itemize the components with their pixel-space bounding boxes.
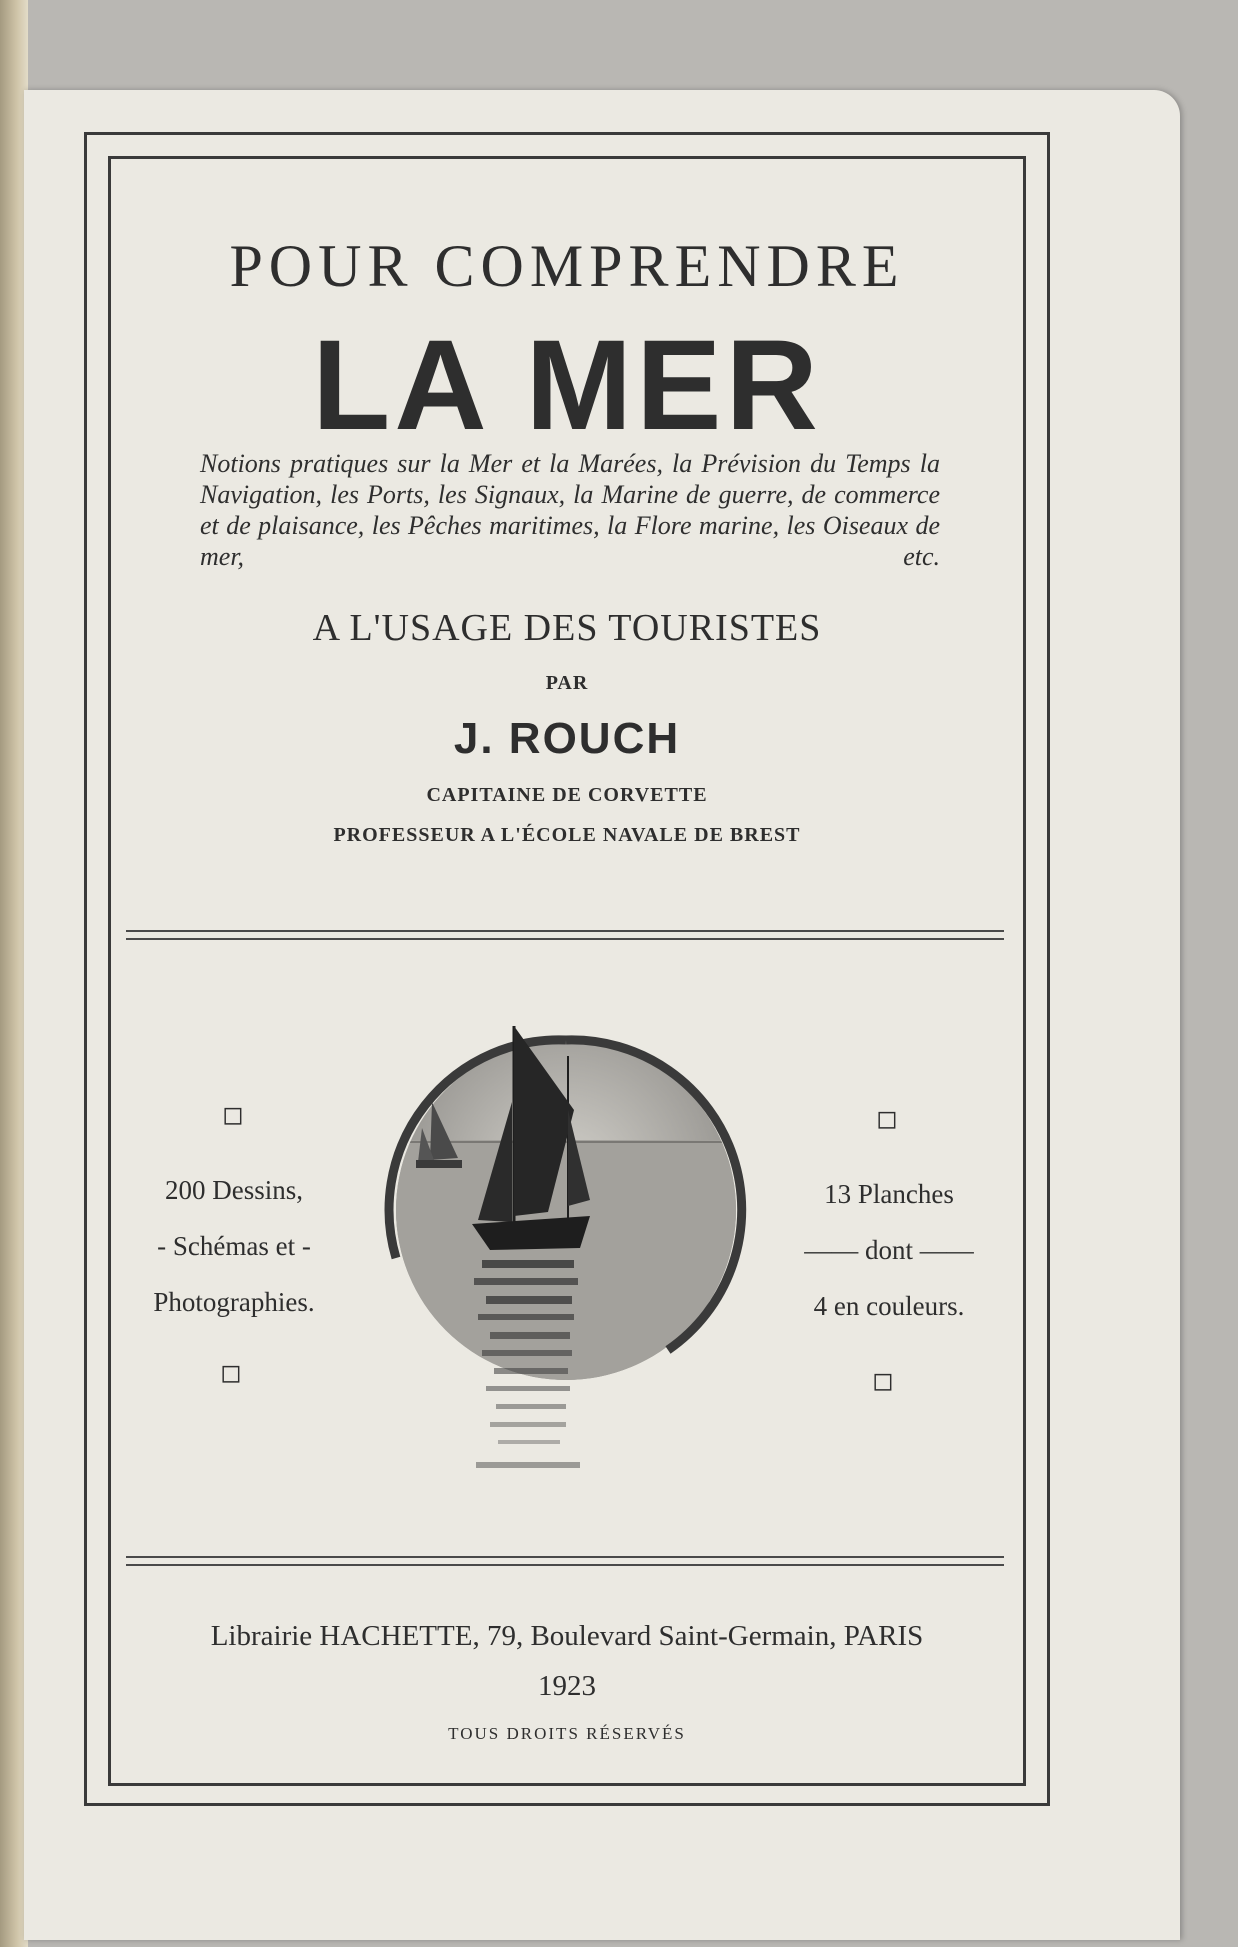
divider-bottom [126, 1556, 1004, 1566]
illustrations-note [134, 1162, 334, 1330]
ornament-square-icon: ◻ [222, 1100, 244, 1129]
ornament-square-icon: ◻ [876, 1104, 898, 1133]
ornament-square-icon: ◻ [220, 1358, 242, 1387]
title-line-2: LA MER [312, 314, 822, 457]
audience-line: A L'USAGE DES TOURISTES [312, 607, 822, 649]
title-line-1: POUR COMPRENDRE [229, 233, 905, 299]
subtitle-paragraph: Notions pratiques sur la Mer et la Marées, la Prévision du Temps la Navigation, les Ports, les Signaux, la Marine de guerre, de commerce et de plaisance, les Pêches maritimes, la Flore marine, les Oiseaux de mer, etc. [200, 449, 940, 571]
plates-note [786, 1166, 992, 1334]
plates-note-line: 4 en couleurs. [813, 1291, 965, 1321]
plates-note-line: —— dont —— [804, 1235, 974, 1265]
publisher-line: Librairie HACHETTE, 79, Boulevard Saint-Germain, PARIS [210, 1620, 924, 1652]
author-position: PROFESSEUR A L'ÉCOLE NAVALE DE BREST [333, 824, 801, 846]
author-rank: CAPITAINE DE CORVETTE [426, 784, 708, 806]
illustrations-note-line: - Schémas et - [157, 1231, 311, 1261]
divider-top [126, 930, 1004, 940]
ornament-square-icon: ◻ [872, 1366, 894, 1395]
plates-note-line: 13 Planches [824, 1179, 954, 1209]
sailboat-vignette-image [378, 1010, 768, 1490]
author-name: J. ROUCH [453, 714, 681, 763]
illustrations-note-line: 200 Dessins, [164, 1175, 303, 1205]
rights-notice: TOUS DROITS RÉSERVÉS [448, 1724, 686, 1743]
by-label: PAR [545, 672, 589, 694]
illustrations-note-line: Photographies. [153, 1287, 315, 1317]
publication-year: 1923 [538, 1670, 596, 1702]
